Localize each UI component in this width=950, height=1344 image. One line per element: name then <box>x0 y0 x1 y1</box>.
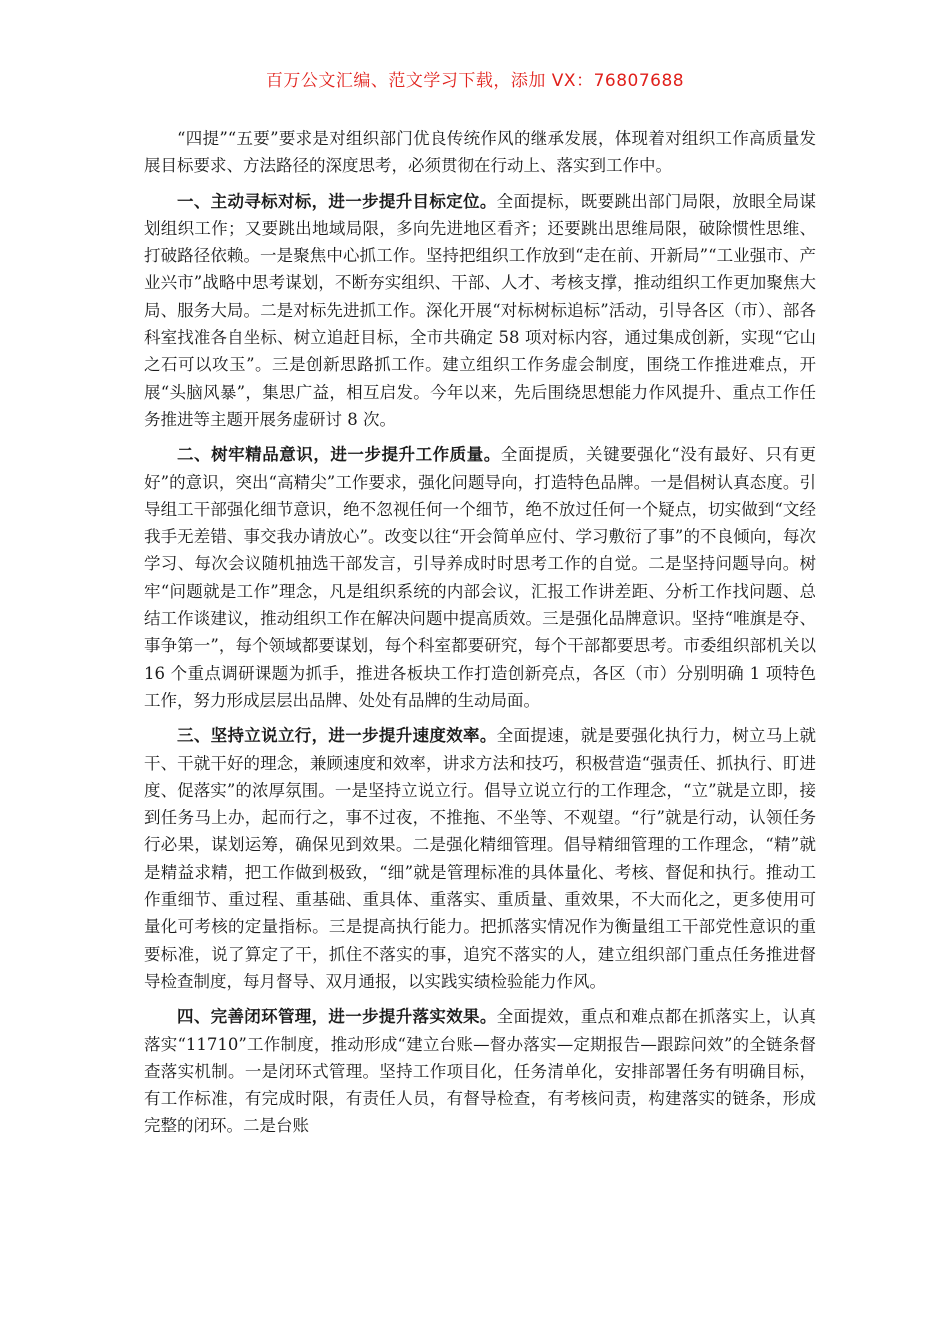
section-heading: 二、树牢精品意识，进一步提升工作质量。 <box>177 445 501 465</box>
paragraph-body: 全面提标，既要跳出部门局限，放眼全局谋划组织工作；又要跳出地域局限，多向先进地区看齐；还要跳出思维局限，破除惯性思维、打破路径依赖。一是聚焦中心抓工作。坚持把组织工作放到“走在前、开新局”“工业强市、产业兴市”战略中思考谋划，不断夯实组织、干部、人才、考核支撑，推动组织工作更加聚焦大局、服务大局。二是对标先进抓工作。深化开展“对标树标追标”活动，引导各区（市）、部各科室找准各自坐标、树立追赶目标，全市共确定 58 项对标内容，通过集成创新，实现“它山之石可以攻玉”。三是创新思路抓工作。建立组织工作务虚会制度，围绕工作推进难点，开展“头脑风暴”，集思广益，相互启发。今年以来，先后围绕思想能力作风提升、重点工作任务推进等主题开展务虚研讨 8 次。 <box>144 191 817 429</box>
paragraph-body: “四提”“五要”要求是对组织部门优良传统作风的继承发展，体现着对组织工作高质量发展目标要求、方法路径的深度思考，必须贯彻在行动上、落实到工作中。 <box>144 129 816 176</box>
paragraph-body: 全面提效，重点和难点都在抓落实上，认真落实“11710”工作制度，推动形成“建立台账—督办落实—定期报告—跟踪问效”的全链条督查落实机制。一是闭环式管理。坚持工作项目化，任务清单化，安排部署任务有明确目标，有工作标准，有完成时限，有责任人员，有督导检查，有考核问责，构建落实的链条，形成完整的闭环。二是台账 <box>144 1007 817 1136</box>
paragraph-intro <box>144 125 816 180</box>
paragraph-body: 全面提速，就是要强化执行力，树立马上就干、干就干好的理念，兼顾速度和效率，讲求方法和技巧，积极营造“强责任、抓执行、盯进度、促落实”的浓厚氛围。一是坚持立说立行。倡导立说立行的工作理念，“立”就是立即，接到任务马上办，起而行之，事不过夜，不推拖、不坐等、不观望。“行”就是行动，认领任务行必果，谋划运筹，确保见到效果。二是强化精细管理。倡导精细管理的工作理念，“精”就是精益求精，把工作做到极致，“细”就是管理标准的具体量化、考核、督促和执行。推动工作重细节、重过程、重基础、重具体、重落实、重质量、重效果，不大而化之，更多使用可量化可考核的定量指标。三是提高执行能力。把抓落实情况作为衡量组工干部党性意识的重要标准，说了算定了干，抓住不落实的事，追究不落实的人，建立组织部门重点任务推进督导检查制度，每月督导、双月通报，以实践实绩检验能力作风。 <box>144 726 817 991</box>
header-banner: 百万公文汇编、范文学习下载，添加 VX：76807688 <box>265 71 685 91</box>
paragraph-section-1 <box>144 188 816 434</box>
paragraph-body: 全面提质，关键要强化“没有最好、只有更好”的意识，突出“高精尖”工作要求，强化问题导向，打造特色品牌。一是倡树认真态度。引导组工干部强化细节意识，绝不忽视任何一个细节，绝不放过任何一个疑点，切实做到“文经我手无差错、事交我办请放心”。改变以往“开会简单应付、学习敷衍了事”的不良倾向，每次学习、每次会议随机抽选干部发言，引导养成时时思考工作的自觉。二是坚持问题导向。树牢“问题就是工作”理念，凡是组织系统的内部会议，汇报工作讲差距、分析工作找问题、总结工作谈建议，推动组织工作在解决问题中提高质效。三是强化品牌意识。坚持“唯旗是夺、事争第一”，每个领域都要谋划，每个科室都要研究，每个干部都要思考。市委组织部机关以 16 个重点调研课题为抓手，推进各板块工作打造创新亮点，各区（市）分别明确 1 项特色工作，努力形成层层出品牌、处处有品牌的生动局面。 <box>144 445 817 710</box>
paragraph-section-3 <box>144 722 816 995</box>
document-body <box>144 125 816 1148</box>
section-heading: 三、坚持立说立行，进一步提升速度效率。 <box>177 726 497 746</box>
section-heading: 一、主动寻标对标，进一步提升目标定位。 <box>177 191 497 211</box>
paragraph-section-4 <box>144 1003 816 1139</box>
section-heading: 四、完善闭环管理，进一步提升落实效果。 <box>177 1007 497 1027</box>
paragraph-section-2 <box>144 441 816 714</box>
